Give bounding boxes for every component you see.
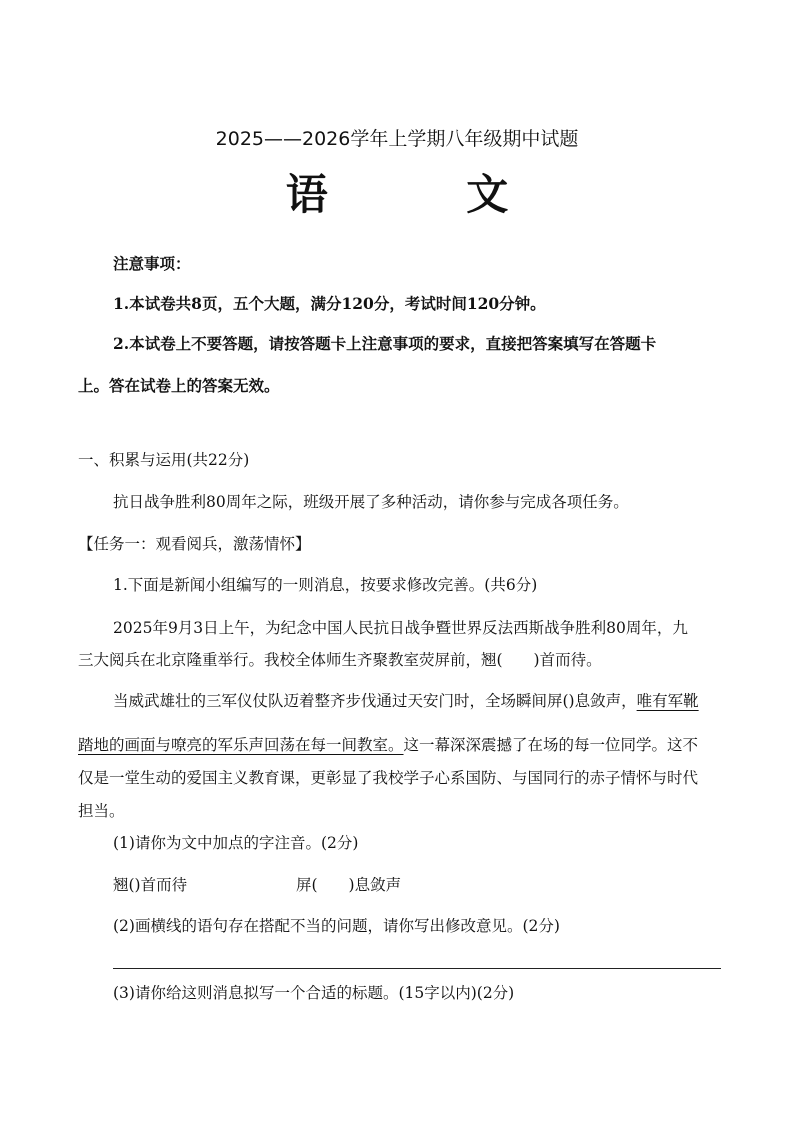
news-paragraph-2-line2 <box>78 735 698 755</box>
news-text: 当威武雄壮的三军仪仗队迈着整齐步伐通过天安门时，全场瞬间屏()息敛声， <box>113 692 637 710</box>
notice-heading: 注意事项： <box>113 254 191 273</box>
sub-question-3: (3)请你给这则消息拟写一个合适的标题。(15字以内)(2分) <box>113 984 515 1002</box>
news-paragraph-1-line2: 三大阅兵在北京隆重举行。我校全体师生齐聚教室荧屏前，翘( )首而待。 <box>78 651 602 669</box>
subject-title: 语 文 <box>285 170 571 219</box>
sub-question-1-item-b: 屏( )息敛声 <box>296 876 402 894</box>
answer-line <box>113 968 721 969</box>
news-paragraph-2-line1 <box>113 691 699 711</box>
news-paragraph-1-line1: 2025年9月3日上午，为纪念中国人民抗日战争暨世界反法西斯战争胜利80周年，九 <box>113 619 688 637</box>
notice-item-2-line2: 上。答在试卷上的答案无效。 <box>78 376 280 395</box>
sub-question-1-item-a: 翘()首而待 <box>113 876 188 894</box>
task-heading: 【任务一：观看阅兵，激荡情怀】 <box>78 535 311 553</box>
news-paragraph-2-line4: 担当。 <box>78 802 125 820</box>
notice-item-1: 1.本试卷共8页，五个大题，满分120分，考试时间120分钟。 <box>113 294 546 313</box>
underlined-sentence-end: 踏地的画面与嘹亮的军乐声回荡在每一间教室。 <box>78 736 404 754</box>
sub-question-1: (1)请你为文中加点的字注音。(2分) <box>113 834 359 852</box>
news-text: 这一幕深深震撼了在场的每一位同学。这不 <box>403 736 699 754</box>
section-intro: 抗日战争胜利80周年之际，班级开展了多种活动，请你参与完成各项任务。 <box>113 493 629 511</box>
news-paragraph-2-line3: 仅是一堂生动的爱国主义教育课，更彰显了我校学子心系国防、与国同行的赤子情怀与时代 <box>78 769 699 787</box>
sub-question-2: (2)画横线的语句存在搭配不当的问题，请你写出修改意见。(2分) <box>113 917 560 935</box>
question-1: 1.下面是新闻小组编写的一则消息，按要求修改完善。(共6分) <box>113 576 538 594</box>
section-heading: 一、积累与运用(共22分) <box>78 451 250 469</box>
underlined-sentence-start: 唯有军靴 <box>636 692 699 710</box>
notice-item-2-line1: 2.本试卷上不要答题，请按答题卡上注意事项的要求，直接把答案填写在答题卡 <box>113 334 657 353</box>
exam-title: 2025——2026学年上学期八年级期中试题 <box>215 128 579 150</box>
